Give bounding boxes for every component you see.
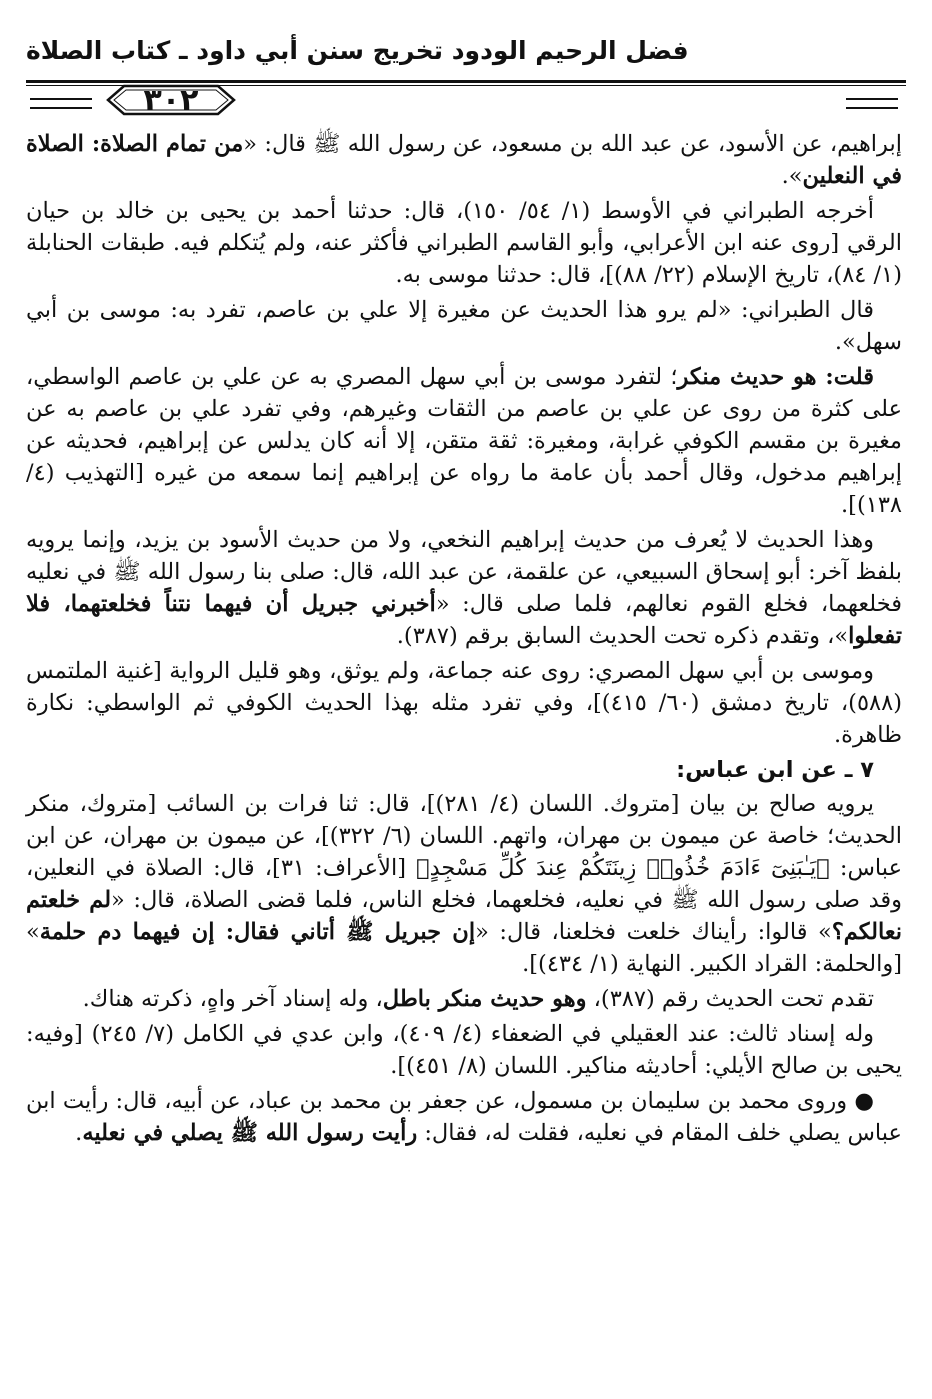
bold-text: لم خلعتم نعالكم؟ <box>26 887 902 945</box>
paragraph <box>26 524 902 652</box>
paragraph <box>26 788 902 980</box>
running-title: فضل الرحيم الودود تخريج سنن أبي داود ـ كتاب الصلاة <box>26 36 689 65</box>
bold-text: قلت: هو حديث منكر <box>677 364 874 390</box>
paragraph <box>26 983 902 1015</box>
ornament-lines-left <box>30 98 92 109</box>
bold-text: وهو حديث منكر باطل <box>382 986 587 1012</box>
text-run: يرويه صالح بن بيان [متروك. اللسان (٤/ ٢٨١)]، قال: ثنا فرات بن السائب [متروك، منكر الحديث؛ خاصة عن ميمون بن مهران، واتهم. اللسان (٦/ ٣٢٢)]، عن ميمون بن مهران، عن ابن عباس: ﴿يَـٰبَنِىٓ ءَادَمَ خُذُوا۟ زِينَتَكُمْ عِندَ كُلِّ مَسْجِدٍ﴾ [الأعراف: ٣١]، قال: الصلاة في النعلين، وقد صلى رسول الله ﷺ في نعليه، فخلعهما، فخلع الناس، فلما قضى الصلاة، قال: « <box>26 791 903 913</box>
bold-text: من تمام الصلاة: الصلاة في النعلين <box>26 131 902 189</box>
bold-text: رأيت رسول الله ﷺ يصلي في نعليه <box>82 1120 418 1146</box>
bold-text: أخبرني جبريل أن فيهما نتناً فخلعتهما، فلا تفعلوا <box>26 591 902 649</box>
page-header <box>26 36 906 116</box>
paragraph <box>26 1018 902 1082</box>
page-number <box>104 80 238 120</box>
paragraph <box>26 294 902 358</box>
text-run: ؛ لتفرد موسى بن أبي سهل المصري به عن علي بن عاصم الواسطي، على كثرة من روى عن علي بن عاصم من الثقات وغيرهم، وفي تفرد علي بن عاصم به عن مغيرة بن مقسم الكوفي غرابة، ومغيرة: ثقة متقن، إلا أنه كان يدلس عن إبراهيم، فحديثه عن إبراهيم مدخول، وقال أحمد بأن عامة ما رواه عن إبراهيم إنما سمعه من غيره [التهذيب (٤/ ١٣٨)]. <box>26 364 902 518</box>
paragraph <box>26 655 902 751</box>
paragraph <box>26 361 902 521</box>
text-run: وله إسناد ثالث: عند العقيلي في الضعفاء (٤/ ٤٠٩)، وابن عدي في الكامل (٧/ ٢٤٥) [وفيه: يحيى بن صالح الأيلي: أحاديثه مناكير. اللسان (٨/ ٤٥١)]. <box>26 1021 902 1079</box>
section-heading <box>26 754 902 786</box>
ornament-lines-right <box>846 98 898 109</box>
text-run: » قالوا: رأيناك خلعت فخلعنا، قال: « <box>475 919 832 945</box>
bold-text: ٧ ـ عن ابن عباس: <box>676 757 874 783</box>
text-run: وهذا الحديث لا يُعرف من حديث إبراهيم النخعي، ولا من حديث الأسود بن يزيد، وإنما يرويه بلفظ آخر: أبو إسحاق السبيعي، عن علقمة، عن عبد الله، قال: صلى بنا رسول الله ﷺ في نعليه فخلعهما، فخلع القوم نعالهم، فلما صلى قال: « <box>26 527 902 617</box>
text-run: تقدم تحت الحديث رقم (٣٨٧)، <box>586 986 874 1012</box>
bold-text: إن جبريل ﷺ أتاني فقال: إن فيهما دم حلمة <box>39 919 476 945</box>
text-run: » [والحلمة: القراد الكبير. النهاية (١/ ٤٣٤)]. <box>26 919 902 977</box>
text-run: . <box>75 1120 83 1146</box>
text-run: إبراهيم، عن الأسود، عن عبد الله بن مسعود، عن رسول الله ﷺ قال: « <box>243 131 902 157</box>
page-body <box>26 128 902 1152</box>
page-number-text: ٣٠٢ <box>143 82 199 118</box>
book-page <box>26 18 906 1388</box>
paragraph <box>26 128 902 192</box>
text-run: أخرجه الطبراني في الأوسط (١/ ٥٤/ ١٥٠)، قال: حدثنا أحمد بن يحيى بن خالد بن حيان الرقي [روى عنه ابن الأعرابي، وأبو القاسم الطبراني فأكثر عنه، ولم يُتكلم فيه. طبقات الحنابلة (١/ ٨٤)، تاريخ الإسلام (٢٢/ ٨٨)]، قال: حدثنا موسى به. <box>26 198 902 288</box>
text-run: ● وروى محمد بن سليمان بن مسمول، عن جعفر بن محمد بن عباد، عن أبيه، قال: رأيت ابن عباس يصلي خلف المقام في نعليه، فقلت له، فقال: <box>26 1088 902 1146</box>
text-run: ، وله إسناد آخر واهٍ، ذكرته هناك. <box>82 986 383 1012</box>
paragraph <box>26 195 902 291</box>
text-run: »، وتقدم ذكره تحت الحديث السابق برقم (٣٨٧). <box>396 623 849 649</box>
text-run: وموسى بن أبي سهل المصري: روى عنه جماعة، ولم يوثق، وهو قليل الرواية [غنية الملتمس (٥٨٨)، تاريخ دمشق (٦٠/ ٤١٥)]، وفي تفرد مثله بهذا الحديث الكوفي ثم الواسطي: نكارة ظاهرة. <box>26 658 903 748</box>
paragraph <box>26 1085 902 1149</box>
text-run: ». <box>781 163 803 189</box>
text-run: قال الطبراني: «لم يرو هذا الحديث عن مغيرة إلا علي بن عاصم، تفرد به: موسى بن أبي سهل». <box>26 297 902 355</box>
